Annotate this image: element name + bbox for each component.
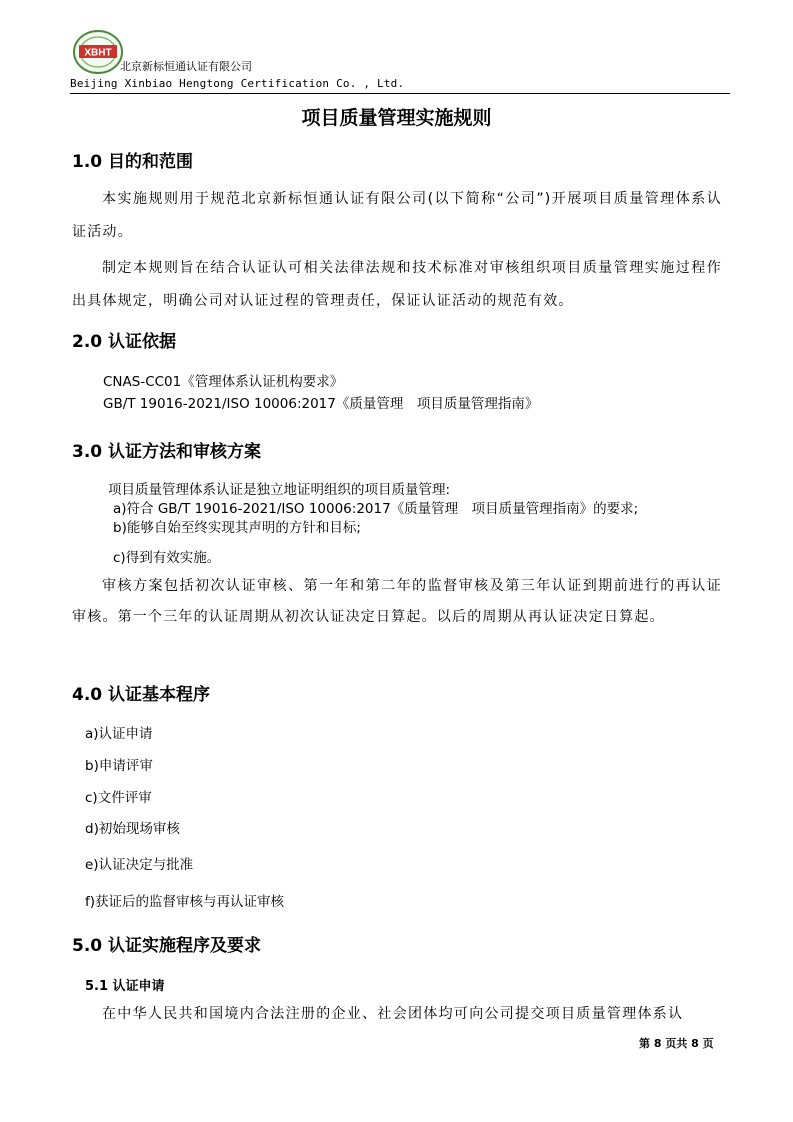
procedure-item: d)初始现场审核 [85, 821, 180, 837]
section-4-heading: 4.0 认证基本程序 [72, 685, 211, 705]
section-3-item-a: a)符合 GB/T 19016-2021/ISO 10006:2017《质量管理 项目质量管理指南》的要求; [113, 501, 639, 517]
section-3-item-c: c)得到有效实施。 [113, 550, 221, 566]
reference-1: CNAS-CC01《管理体系认证机构要求》 [103, 374, 344, 390]
header-divider [70, 93, 730, 94]
section-3-heading: 3.0 认证方法和审核方案 [72, 442, 262, 462]
procedure-item: b)申请评审 [85, 758, 153, 774]
section-3-item-b: b)能够自始至终实现其声明的方针和目标; [113, 520, 361, 536]
section-1-paragraph-2: 制定本规则旨在结合认证认可相关法律法规和技术标准对审核组织项目质量管理实施过程作出具体规定，明确公司对认证过程的管理责任，保证认证活动的规范有效。 [72, 260, 722, 309]
procedure-item: c)文件评审 [85, 790, 152, 806]
section-1-heading: 1.0 目的和范围 [72, 152, 194, 172]
company-logo [72, 28, 124, 76]
section-3-intro: 项目质量管理体系认证是独立地证明组织的项目质量管理: [108, 482, 451, 498]
section-5-1-paragraph: 在中华人民共和国境内合法注册的企业、社会团体均可向公司提交项目质量管理体系认 [102, 1006, 684, 1022]
section-2-heading: 2.0 认证依据 [72, 332, 177, 352]
company-name-en: Beijing Xinbiao Hengtong Certification Co. , Ltd. [70, 77, 405, 90]
logo-text: XBHT [84, 47, 112, 59]
document-title: 项目质量管理实施规则 [301, 107, 492, 129]
section-1-paragraph-1: 本实施规则用于规范北京新标恒通认证有限公司(以下简称“公司”)开展项目质量管理体系认证活动。 [72, 191, 722, 240]
page-number: 第 8 页共 8 页 [639, 1037, 714, 1050]
procedure-item: e)认证决定与批准 [85, 857, 194, 873]
section-5-heading: 5.0 认证实施程序及要求 [72, 936, 262, 956]
reference-2: GB/T 19016-2021/ISO 10006:2017《质量管理 项目质量管理指南》 [103, 396, 539, 412]
procedure-item: f)获证后的监督审核与再认证审核 [85, 894, 285, 910]
subsection-5-1-heading: 5.1 认证申请 [85, 979, 165, 994]
section-3-paragraph: 审核方案包括初次认证审核、第一年和第二年的监督审核及第三年认证到期前进行的再认证审核。第一个三年的认证周期从初次认证决定日算起。以后的周期从再认证决定日算起。 [72, 578, 722, 625]
procedure-item: a)认证申请 [85, 726, 153, 742]
company-name-cn: 北京新标恒通认证有限公司 [120, 60, 252, 73]
